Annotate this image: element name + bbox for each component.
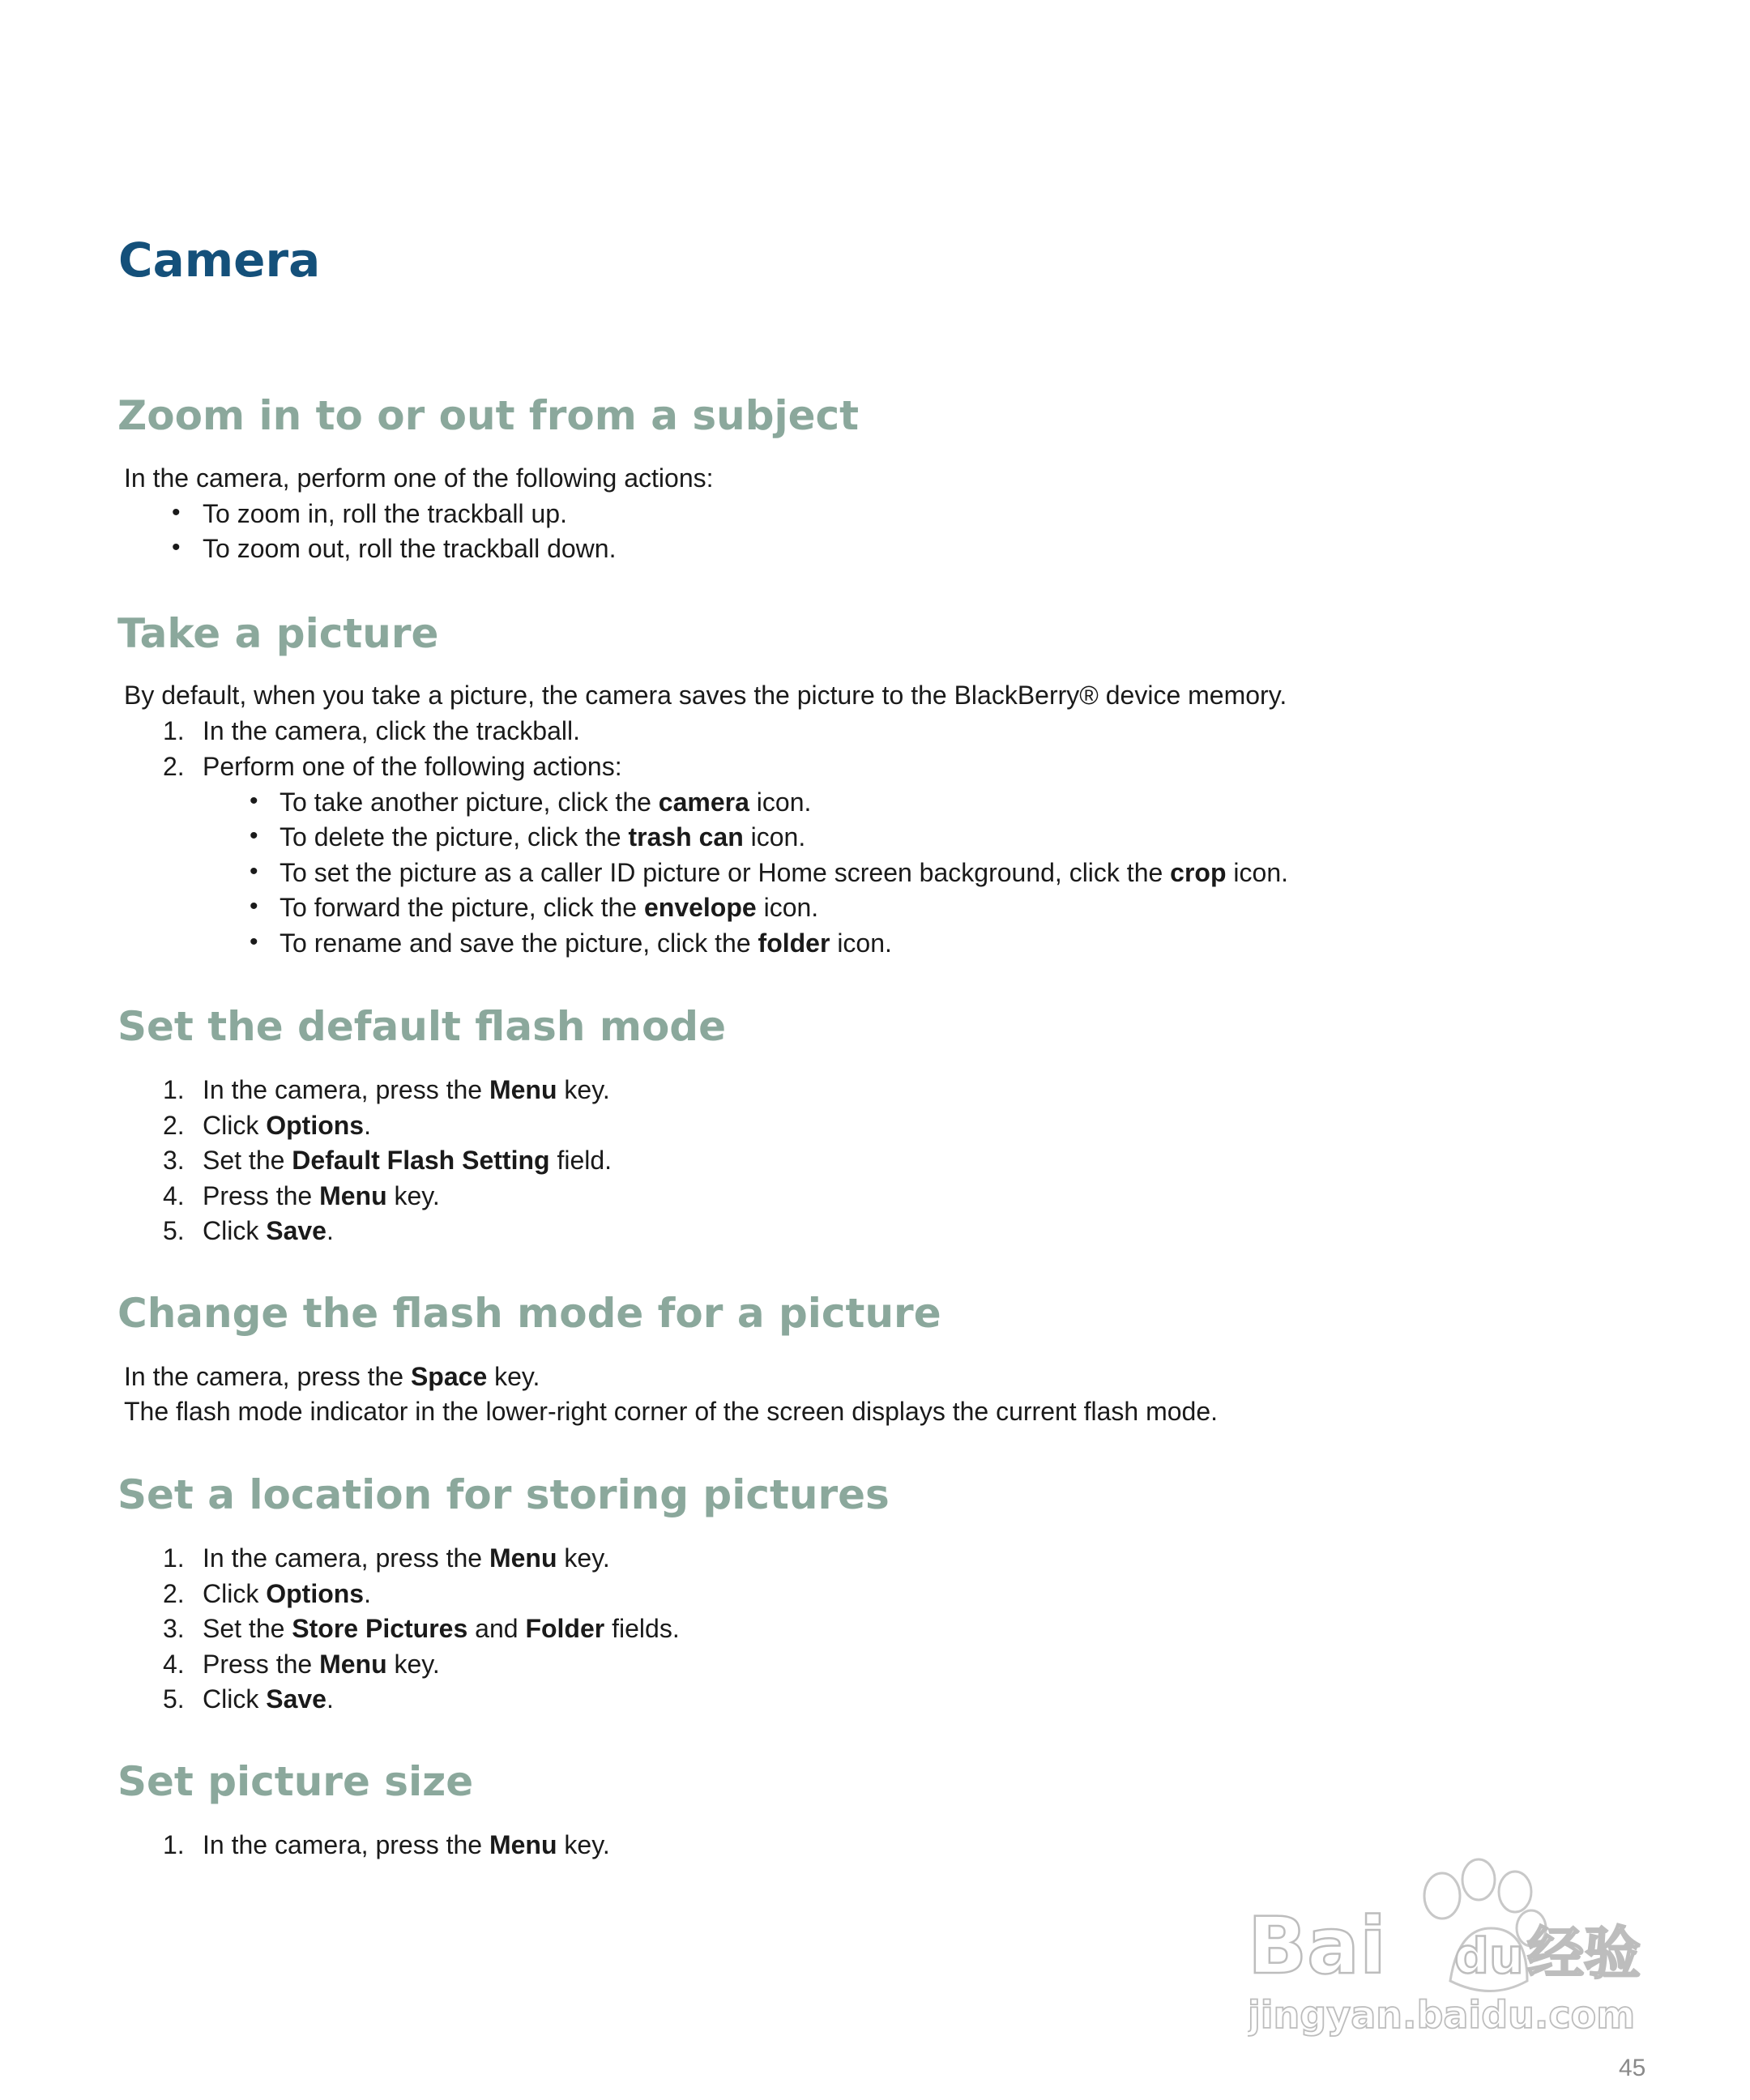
section-heading: Change the flash mode for a picture bbox=[117, 1290, 941, 1337]
section-heading: Take a picture bbox=[117, 610, 439, 657]
list-item: To zoom out, roll the trackball down. bbox=[203, 534, 617, 563]
list-item: To zoom in, roll the trackball up. bbox=[203, 499, 567, 528]
list-item: Press the Menu key. bbox=[203, 1181, 440, 1210]
section-intro: In the camera, perform one of the following actions: bbox=[124, 463, 714, 493]
step-number: 1. bbox=[163, 1075, 185, 1104]
watermark-chinese: 经验 bbox=[1527, 1920, 1641, 1987]
step-number: 3. bbox=[163, 1614, 185, 1643]
section-heading: Zoom in to or out from a subject bbox=[117, 392, 860, 439]
step-number: 1. bbox=[163, 1830, 185, 1859]
page-number: 45 bbox=[1619, 2055, 1646, 2081]
bullet-glyph: • bbox=[250, 822, 258, 849]
list-item: Press the Menu key. bbox=[203, 1650, 440, 1679]
paragraph: The flash mode indicator in the lower-right corner of the screen displays the current flash mode. bbox=[124, 1397, 1218, 1426]
bullet-glyph: • bbox=[250, 928, 258, 955]
section-heading: Set the default flash mode bbox=[117, 1003, 727, 1050]
step-number: 2. bbox=[163, 1111, 185, 1140]
list-item: In the camera, click the trackball. bbox=[203, 716, 580, 745]
step-number: 4. bbox=[163, 1650, 185, 1679]
bullet-glyph: • bbox=[172, 499, 181, 526]
list-item: To set the picture as a caller ID picture or Home screen background, click the crop icon. bbox=[280, 858, 1288, 887]
section-heading: Set a location for storing pictures bbox=[117, 1471, 890, 1518]
step-number: 1. bbox=[163, 1543, 185, 1573]
list-item: To rename and save the picture, click the folder icon. bbox=[280, 928, 892, 958]
baidu-watermark-logo bbox=[1248, 1851, 1669, 2038]
bullet-glyph: • bbox=[172, 534, 181, 561]
step-number: 5. bbox=[163, 1684, 185, 1714]
bullet-glyph: • bbox=[250, 893, 258, 920]
list-item: To delete the picture, click the trash can icon. bbox=[280, 822, 806, 852]
list-item: In the camera, press the Menu key. bbox=[203, 1830, 610, 1859]
bullet-glyph: • bbox=[250, 858, 258, 885]
step-number: 2. bbox=[163, 752, 185, 781]
list-item: Set the Store Pictures and Folder fields. bbox=[203, 1614, 680, 1643]
list-item: Perform one of the following actions: bbox=[203, 752, 622, 781]
list-item: Click Save. bbox=[203, 1216, 334, 1245]
page-title: Camera bbox=[118, 233, 321, 288]
watermark-brand-du: du bbox=[1454, 1928, 1524, 1985]
watermark-url: jingyan.baidu.com bbox=[1248, 1993, 1636, 2037]
list-item: To forward the picture, click the envelope icon. bbox=[280, 893, 819, 922]
step-number: 5. bbox=[163, 1216, 185, 1245]
step-number: 4. bbox=[163, 1181, 185, 1210]
step-number: 2. bbox=[163, 1579, 185, 1608]
list-item: In the camera, press the Menu key. bbox=[203, 1543, 610, 1573]
list-item: To take another picture, click the camera icon. bbox=[280, 788, 812, 817]
list-item: Click Options. bbox=[203, 1579, 371, 1608]
list-item: Set the Default Flash Setting field. bbox=[203, 1146, 612, 1175]
watermark-brand: Bai bbox=[1248, 1901, 1386, 1991]
step-number: 3. bbox=[163, 1146, 185, 1175]
list-item: Click Options. bbox=[203, 1111, 371, 1140]
section-intro: By default, when you take a picture, the camera saves the picture to the BlackBerry® device memory. bbox=[124, 681, 1287, 710]
section-heading: Set picture size bbox=[117, 1758, 474, 1805]
paragraph: In the camera, press the Space key. bbox=[124, 1362, 540, 1391]
list-item: Click Save. bbox=[203, 1684, 334, 1714]
list-item: In the camera, press the Menu key. bbox=[203, 1075, 610, 1104]
bullet-glyph: • bbox=[250, 788, 258, 814]
step-number: 1. bbox=[163, 716, 185, 745]
